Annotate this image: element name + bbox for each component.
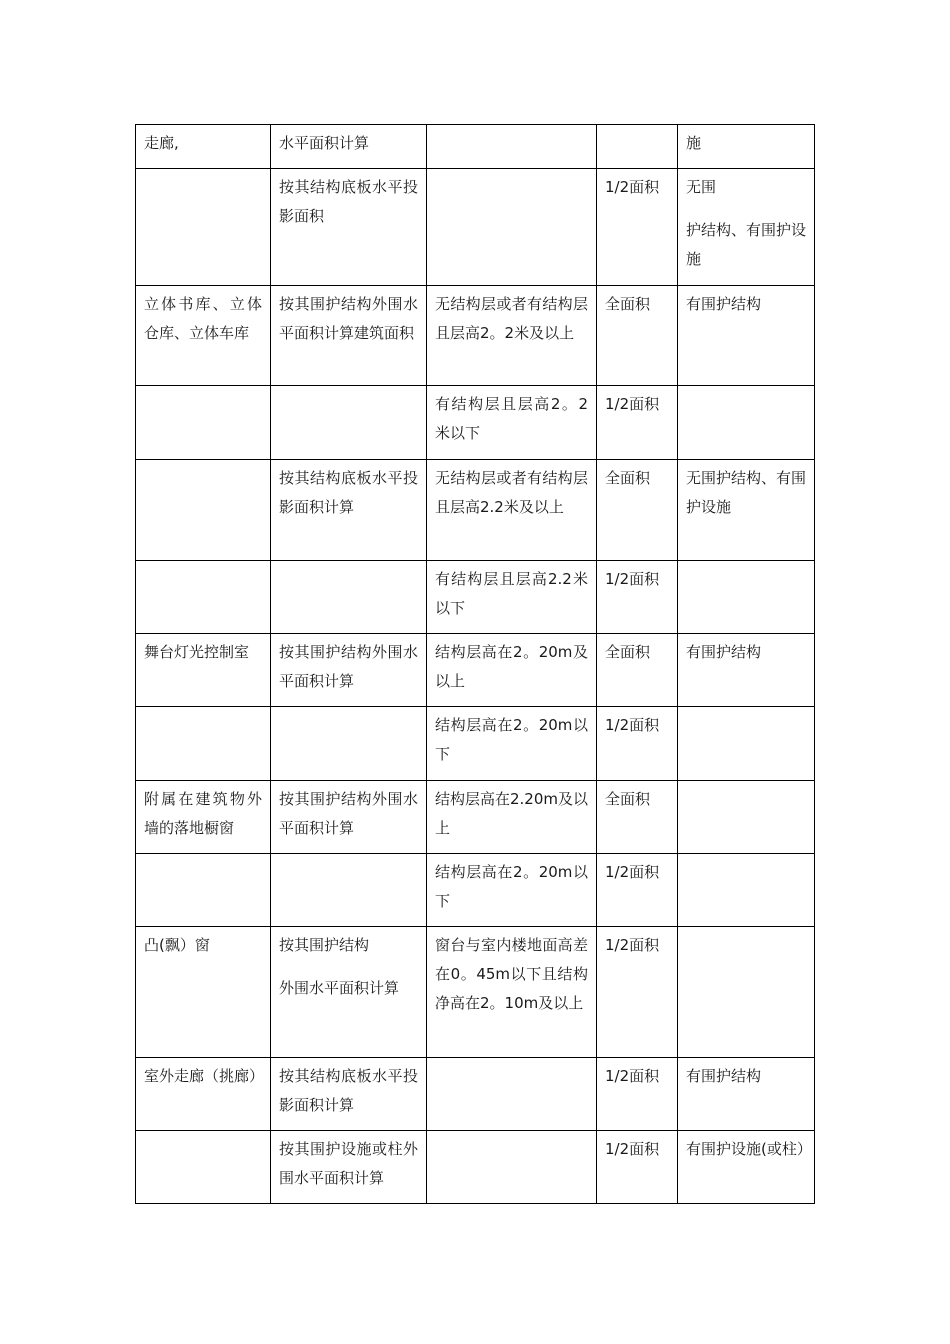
table-row bbox=[136, 1131, 815, 1204]
cell-text: 施 bbox=[686, 134, 702, 152]
table-cell-area bbox=[597, 561, 678, 634]
table-row bbox=[136, 707, 815, 781]
cell-text: 凸(飘）窗 bbox=[144, 936, 210, 954]
cell-text: 1/2面积 bbox=[605, 1067, 660, 1085]
cell-text: 全面积 bbox=[605, 790, 651, 808]
cell-text: 有围护结构 bbox=[686, 643, 762, 661]
cell-text: 无围 bbox=[686, 178, 717, 196]
cell-text: 有围护结构 bbox=[686, 295, 762, 313]
table-cell-condition bbox=[427, 1058, 597, 1131]
table-cell-note bbox=[678, 561, 815, 634]
table-cell-condition bbox=[427, 386, 597, 460]
cell-text: 1/2面积 bbox=[605, 936, 660, 954]
table-cell-item bbox=[136, 1058, 271, 1131]
table-cell-note bbox=[678, 386, 815, 460]
table-row bbox=[136, 781, 815, 854]
table-cell-area bbox=[597, 1058, 678, 1131]
table-cell-rule bbox=[271, 634, 427, 707]
table-cell-item bbox=[136, 386, 271, 460]
table-cell-item bbox=[136, 707, 271, 781]
cell-text: 按其围护结构外围水平面积计算 bbox=[279, 790, 418, 837]
cell-text: 按其围护结构外围水平面积计算 bbox=[279, 643, 418, 690]
cell-text: 有围护结构 bbox=[686, 1067, 762, 1085]
cell-text: 结构层高在2.20m及以上 bbox=[435, 790, 589, 837]
table-cell-note bbox=[678, 286, 815, 386]
cell-text: 1/2面积 bbox=[605, 570, 660, 588]
table-cell-area bbox=[597, 927, 678, 1058]
table-cell-area bbox=[597, 707, 678, 781]
table-cell-rule bbox=[271, 1058, 427, 1131]
table-cell-item bbox=[136, 169, 271, 286]
table-cell-item bbox=[136, 561, 271, 634]
table-row bbox=[136, 460, 815, 561]
table-cell-condition bbox=[427, 561, 597, 634]
table-cell-rule bbox=[271, 1131, 427, 1204]
table-cell-area bbox=[597, 386, 678, 460]
table-row bbox=[136, 286, 815, 386]
cell-text: 1/2面积 bbox=[605, 395, 660, 413]
table-cell-area bbox=[597, 781, 678, 854]
area-calculation-table bbox=[135, 124, 815, 1204]
table-cell-item bbox=[136, 1131, 271, 1204]
cell-text: 有结构层且层高2.2米以下 bbox=[435, 570, 588, 617]
table-cell-area bbox=[597, 460, 678, 561]
table-cell-note bbox=[678, 1131, 815, 1204]
table-cell-rule bbox=[271, 781, 427, 854]
cell-text: 窗台与室内楼地面高差在0。45m以下且结构净高在2。10m及以上 bbox=[435, 936, 588, 1012]
table-cell-condition bbox=[427, 927, 597, 1058]
table-cell-note bbox=[678, 707, 815, 781]
table-cell-rule bbox=[271, 460, 427, 561]
cell-text: 按其结构底板水平投影面积计算 bbox=[279, 469, 418, 516]
table-row bbox=[136, 634, 815, 707]
table-row bbox=[136, 386, 815, 460]
table-cell-rule bbox=[271, 561, 427, 634]
table-cell-item bbox=[136, 854, 271, 927]
table-cell-area bbox=[597, 854, 678, 927]
table-cell-note bbox=[678, 634, 815, 707]
table-cell-condition bbox=[427, 125, 597, 169]
cell-text: 按其结构底板水平投影面积 bbox=[279, 178, 418, 225]
table-cell-area bbox=[597, 169, 678, 286]
table-cell-item bbox=[136, 634, 271, 707]
cell-text: 舞台灯光控制室 bbox=[144, 643, 250, 661]
cell-text: 全面积 bbox=[605, 643, 651, 661]
table-cell-rule bbox=[271, 854, 427, 927]
cell-text: 1/2面积 bbox=[605, 178, 660, 196]
cell-text: 按其围护结构 bbox=[279, 936, 370, 954]
table-cell-rule bbox=[271, 707, 427, 781]
table-row bbox=[136, 125, 815, 169]
cell-text: 1/2面积 bbox=[605, 1140, 660, 1158]
cell-text: 1/2面积 bbox=[605, 863, 660, 881]
table-cell-condition bbox=[427, 1131, 597, 1204]
cell-text: 按其围护设施或柱外围水平面积计算 bbox=[279, 1140, 418, 1187]
cell-text: 无围护结构、有围护设施 bbox=[686, 469, 807, 516]
table-cell-item bbox=[136, 781, 271, 854]
table-cell-area bbox=[597, 1131, 678, 1204]
table-cell-area bbox=[597, 125, 678, 169]
cell-text: 结构层高在2。20m以下 bbox=[435, 863, 588, 910]
table-cell-condition bbox=[427, 854, 597, 927]
table-cell-item bbox=[136, 286, 271, 386]
table-row bbox=[136, 561, 815, 634]
table-cell-rule bbox=[271, 169, 427, 286]
cell-text: 立体书库、立体仓库、立体车库 bbox=[144, 295, 262, 342]
table-cell-rule bbox=[271, 125, 427, 169]
table-cell-note bbox=[678, 781, 815, 854]
table-cell-rule bbox=[271, 286, 427, 386]
table-cell-condition bbox=[427, 634, 597, 707]
table-cell-item bbox=[136, 125, 271, 169]
table-cell-condition bbox=[427, 460, 597, 561]
table-body bbox=[136, 125, 815, 1204]
table-cell-item bbox=[136, 460, 271, 561]
cell-text: 1/2面积 bbox=[605, 716, 660, 734]
cell-text: 有围护设施(或柱） bbox=[686, 1140, 812, 1158]
cell-text: 全面积 bbox=[605, 469, 651, 487]
cell-text: 结构层高在2。20m以下 bbox=[435, 716, 588, 763]
table-cell-area bbox=[597, 286, 678, 386]
cell-text: 室外走廊（挑廊） bbox=[144, 1067, 265, 1085]
cell-text: 护结构、有围护设施 bbox=[686, 221, 807, 268]
table-cell-rule bbox=[271, 386, 427, 460]
table-row bbox=[136, 854, 815, 927]
cell-text: 结构层高在2。20m及以上 bbox=[435, 643, 588, 690]
table-cell-condition bbox=[427, 286, 597, 386]
table-cell-note bbox=[678, 927, 815, 1058]
table-cell-item bbox=[136, 927, 271, 1058]
table-cell-note bbox=[678, 169, 815, 286]
cell-text: 无结构层或者有结构层且层高2.2米及以上 bbox=[435, 469, 588, 516]
cell-text: 按其结构底板水平投影面积计算 bbox=[279, 1067, 418, 1114]
cell-text: 附属在建筑物外墙的落地橱窗 bbox=[144, 790, 262, 837]
cell-text: 无结构层或者有结构层且层高2。2米及以上 bbox=[435, 295, 588, 342]
cell-text: 全面积 bbox=[605, 295, 651, 313]
cell-text: 有结构层且层高2。2米以下 bbox=[435, 395, 588, 442]
table-cell-area bbox=[597, 634, 678, 707]
table-cell-note bbox=[678, 125, 815, 169]
cell-text: 走廊, bbox=[144, 134, 179, 152]
table-cell-rule bbox=[271, 927, 427, 1058]
table-cell-condition bbox=[427, 781, 597, 854]
cell-text: 水平面积计算 bbox=[279, 134, 370, 152]
table-cell-condition bbox=[427, 169, 597, 286]
table-row bbox=[136, 927, 815, 1058]
table-cell-note bbox=[678, 1058, 815, 1131]
table-cell-condition bbox=[427, 707, 597, 781]
cell-text: 外围水平面积计算 bbox=[279, 979, 400, 997]
table-cell-note bbox=[678, 460, 815, 561]
table-row bbox=[136, 169, 815, 286]
table-row bbox=[136, 1058, 815, 1131]
table-cell-note bbox=[678, 854, 815, 927]
cell-text: 按其围护结构外围水平面积计算建筑面积 bbox=[279, 295, 418, 342]
